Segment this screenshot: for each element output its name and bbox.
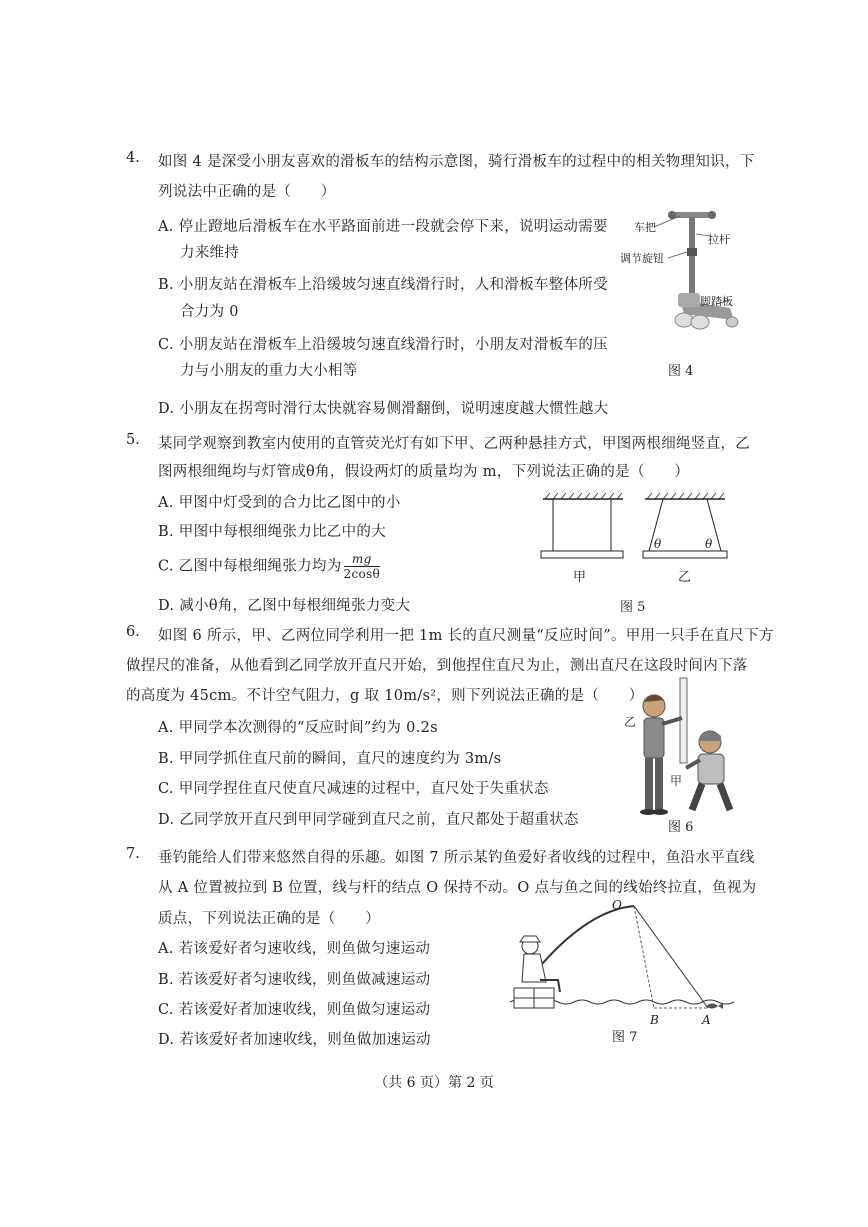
question-number: 7. bbox=[126, 846, 140, 862]
question-number: 5. bbox=[126, 432, 140, 448]
question-stem: 质点，下列说法正确的是（ ） bbox=[158, 911, 380, 927]
option-d: D. 乙同学放开直尺到甲同学碰到直尺之前，直尺都处于超重状态 bbox=[158, 812, 579, 828]
question-stem: 图两根细绳均与灯管成θ角，假设两灯的质量均为 m，下列说法正确的是（ ） bbox=[158, 464, 690, 480]
ruler-figure bbox=[626, 678, 746, 818]
option-b: B. 甲图中每根细绳张力比乙中的大 bbox=[158, 524, 386, 540]
fraction: $\frac{mg}{2\cos\theta}$ bbox=[343, 552, 380, 581]
question-stem: 垂钓能给人们带来悠然自得的乐趣。如图 7 所示某钓鱼爱好者收线的过程中，鱼沿水平直线 bbox=[158, 850, 755, 866]
option-a: A. 停止蹬地后滑板车在水平路面前进一段就会停下来，说明运动需要 bbox=[158, 219, 608, 235]
figure-label: 调节旋钮 bbox=[620, 252, 664, 265]
lamp-figure bbox=[535, 493, 745, 568]
option-a: A. 若该爱好者匀速收线，则鱼做匀速运动 bbox=[158, 941, 431, 957]
figure-sublabel: 甲 bbox=[573, 570, 587, 585]
figure-label: 甲 bbox=[670, 774, 683, 788]
option-d: D. 若该爱好者加速收线，则鱼做加速运动 bbox=[158, 1032, 431, 1048]
figure-caption: 图 6 bbox=[668, 820, 694, 835]
option-c: C. 甲同学捏住直尺使直尺减速的过程中，直尺处于失重状态 bbox=[158, 781, 549, 797]
question-stem: 从 A 位置被拉到 B 位置，线与杆的结点 O 保持不动。O 点与鱼之间的线始终拉直，鱼视为 bbox=[158, 880, 757, 896]
figure-label: 脚踏板 bbox=[700, 295, 733, 308]
question-stem: 某同学观察到教室内使用的直管荧光灯有如下甲、乙两种悬挂方式，甲图两根细绳竖直，乙 bbox=[158, 436, 750, 452]
point-b-label: B bbox=[650, 1013, 659, 1027]
page-footer: （共 6 页）第 2 页 bbox=[374, 1075, 494, 1091]
option-c: C. 乙图中每根细绳张力均为 $\frac{mg}{2\cos\theta}$ bbox=[158, 552, 380, 581]
option-a-cont: 力来维持 bbox=[180, 245, 240, 261]
option-d: D. 减小θ角，乙图中每根细绳张力变大 bbox=[158, 598, 411, 614]
option-c: C. 若该爱好者加速收线，则鱼做匀速运动 bbox=[158, 1002, 431, 1018]
question-stem: 列说法中正确的是（ ） bbox=[158, 184, 336, 200]
option-b: B. 若该爱好者匀速收线，则鱼做减速运动 bbox=[158, 972, 431, 988]
option-a: A. 甲同学本次测得的“反应时间”约为 0.2s bbox=[158, 720, 438, 736]
option-b-cont: 合力为 0 bbox=[180, 304, 239, 320]
option-d: D. 小朋友在拐弯时滑行太快就容易侧滑翻倒，说明速度越大惯性越大 bbox=[158, 401, 609, 417]
angle-label: θ bbox=[705, 537, 713, 551]
option-c-cont: 力与小朋友的重力大小相等 bbox=[180, 363, 358, 379]
figure-caption: 图 4 bbox=[668, 364, 694, 379]
fishing-figure bbox=[500, 902, 745, 1022]
point-a-label: A bbox=[702, 1013, 711, 1027]
figure-label: 车把 bbox=[634, 221, 656, 234]
question-stem: 做捏尺的准备，从他看到乙同学放开直尺开始，到他捏住直尺为止，测出直尺在这段时间内下落 bbox=[126, 658, 748, 674]
question-stem: 如图 4 是深受小朋友喜欢的滑板车的结构示意图，骑行滑板车的过程中的相关物理知识，下 bbox=[158, 154, 755, 170]
point-o-label: O bbox=[612, 898, 622, 912]
question-number: 6. bbox=[126, 624, 140, 640]
option-c: C. 小朋友站在滑板车上沿缓坡匀速直线滑行时，小朋友对滑板车的压 bbox=[158, 337, 608, 353]
question-stem: 的高度为 45cm。不计空气阻力，g 取 10m/s²，则下列说法正确的是（ ） bbox=[126, 688, 644, 704]
option-b: B. 甲同学抓住直尺前的瞬间，直尺的速度约为 3m/s bbox=[158, 751, 502, 767]
angle-label: θ bbox=[654, 537, 662, 551]
figure-sublabel: 乙 bbox=[678, 570, 692, 585]
figure-caption: 图 7 bbox=[612, 1030, 638, 1045]
option-a: A. 甲图中灯受到的合力比乙图中的小 bbox=[158, 495, 401, 511]
question-stem: 如图 6 所示，甲、乙两位同学利用一把 1m 长的直尺测量“反应时间”。甲用一只手在直尺下方 bbox=[158, 628, 774, 644]
figure-label: 拉杆 bbox=[708, 233, 730, 246]
figure-caption: 图 5 bbox=[620, 600, 646, 615]
figure-label: 乙 bbox=[624, 715, 637, 729]
option-b: B. 小朋友站在滑板车上沿缓坡匀速直线滑行时，人和滑板车整体所受 bbox=[158, 277, 608, 293]
question-number: 4. bbox=[126, 150, 140, 166]
